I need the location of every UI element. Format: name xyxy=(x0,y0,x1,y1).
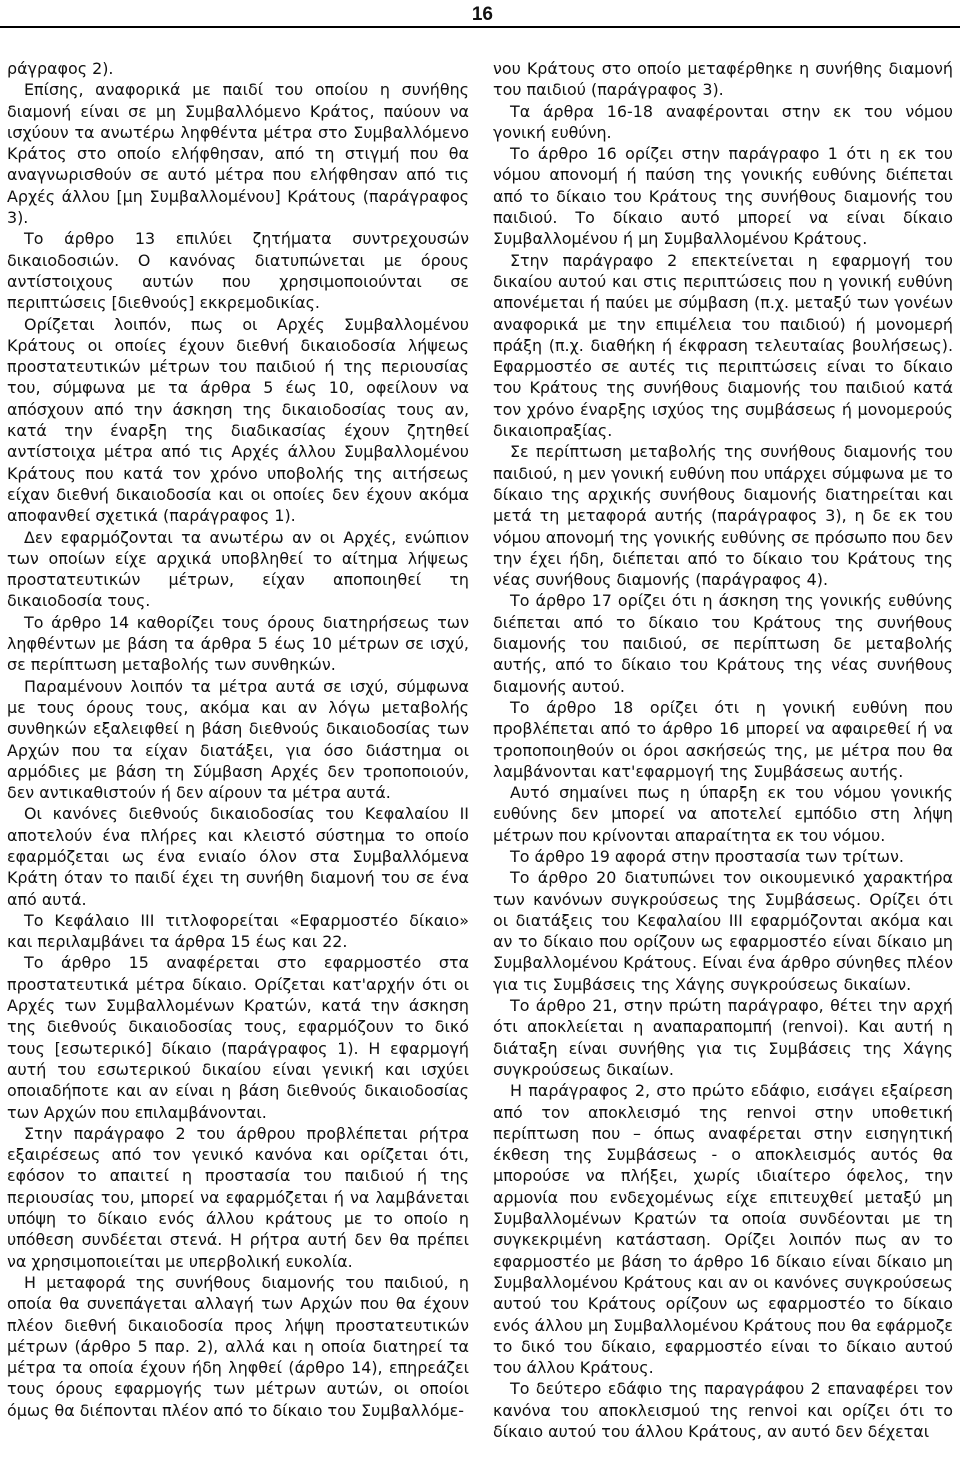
header-rule xyxy=(0,26,960,28)
paragraph: Το άρθρο 16 ορίζει στην παράγραφο 1 ότι η εκ του νόμου απονομή ή παύση της γονικής ευθύνης διέπεται από το δίκαιο του Κράτους της συνήθους διαμονής του παιδιού. Το δίκαιο αυτό μπορεί να είναι δίκαιο Συμβαλλομένου ή μη Συμβαλλομένου Κράτους. xyxy=(493,144,953,249)
paragraph: Σε περίπτωση μεταβολής της συνήθους διαμονής του παιδιού, η μεν γονική ευθύνη που υπάρχει σύμφωνα με το δίκαιο της αρχικής συνήθους διαμονής διατηρείται και μετά τη μεταφορά αυτής (παράγραφος 3), η δε εκ του νόμου απονομή της γονικής ευθύνης σε πρόσωπο που δεν την έχει ήδη, διέπεται από το δίκαιο του Κράτους της νέας συνήθους διαμονής (παράγραφος 4). xyxy=(493,442,953,590)
page-number: 16 xyxy=(471,4,493,25)
paragraph: Το άρθρο 14 καθορίζει τους όρους διατηρήσεως των ληφθέντων με βάση τα άρθρα 5 έως 10 μέτρων σε ισχύ, σε περίπτωση μεταβολής των συνθηκών. xyxy=(7,612,469,675)
paragraph: Οι κανόνες διεθνούς δικαιοδοσίας του Κεφαλαίου ΙΙ αποτελούν ένα πλήρες και κλειστό σύστημα το οποίο εφαρμόζεται ως ένα ενιαίο όλον στα Συμβαλλόμενα Κράτη όταν το παιδί έχει τη συνήθη διαμονή του σε ένα από αυτά. xyxy=(7,804,469,909)
paragraph: Η παράγραφος 2, στο πρώτο εδάφιο, εισάγει εξαίρεση από τον αποκλεισμό της renvoi στην υποθετική περίπτωση που – όπως αναφέρεται στην εισηγητική έκθεση της Συμβάσεως - ο αποκλεισμός αυτός θα μπορούσε να πλήξει, χωρίς ιδιαίτερο όφελος, την αρμονία που ενδεχομένως είχε επιτευχθεί μεταξύ μη Συμβαλλομένων Κρατών τα οποία συνδέονται με τη συγκεκριμένη κατάσταση. Ορίζει λοιπόν πως αν το εφαρμοστέο με βάση το άρθρο 16 δίκαιο είναι δίκαιο μη Συμβαλλομένου Κράτους και αν οι κανόνες συγκρούσεως αυτού του Κράτους ορίζουν ως εφαρμοστέο το δίκαιο ενός άλλου μη Συμβαλλομένου Κράτους που θα εφάρμοζε το δικό του δίκαιο, εφαρμοστέο είναι το δίκαιο αυτού του άλλου Κράτους. xyxy=(493,1081,953,1378)
paragraph: Δεν εφαρμόζονται τα ανωτέρω αν οι Αρχές, ενώπιον των οποίων είχε αρχικά υποβληθεί το αίτημα λήψεως προστατευτικών μέτρων, είχαν αποποιηθεί τη δικαιοδοσία τους. xyxy=(7,527,469,611)
right-column xyxy=(493,58,953,1442)
paragraph: Το άρθρο 17 ορίζει ότι η άσκηση της γονικής ευθύνης διέπεται από το δίκαιο του Κράτους της συνήθους διαμονής του παιδιού, σε περίπτωση δε μεταβολής αυτής, από το δίκαιο του Κράτους της νέας συνήθους διαμονής αυτού. xyxy=(493,591,953,696)
paragraph: ράγραφος 2). xyxy=(7,59,114,78)
paragraph: Το Κεφάλαιο ΙΙΙ τιτλοφορείται «Εφαρμοστέο δίκαιο» και περιλαμβάνει τα άρθρα 15 έως και 22. xyxy=(7,910,469,952)
paragraph: νου Κράτους στο οποίο μεταφέρθηκε η συνήθης διαμονή του παιδιού (παράγραφος 3). xyxy=(493,59,953,100)
paragraph: Το άρθρο 20 διατυπώνει τον οικουμενικό χαρακτήρα των κανόνων συγκρούσεως της Συμβάσεως. Ορίζει ότι οι διατάξεις του Κεφαλαίου ΙΙΙ εφαρμόζονται ακόμα και αν το δίκαιο που ορίζουν ως εφαρμοστέο είναι δίκαιο μη Συμβαλλομένου Κράτους. Είναι ένα άρθρο σύνηθες πλέον για τις Συμβάσεις της Χάγης συγκρούσεως δικαίων. xyxy=(493,868,953,994)
paragraph: Τα άρθρα 16-18 αναφέρονται στην εκ του νόμου γονική ευθύνη. xyxy=(493,101,953,142)
left-column xyxy=(7,58,469,1421)
paragraph: Το άρθρο 21, στην πρώτη παράγραφο, θέτει την αρχή ότι αποκλείεται η αναπαραπομπή (renvoi). Και αυτή η διάταξη είναι συνήθης για τις Συμβάσεις της Χάγης συγκρούσεως δικαίων. xyxy=(493,996,953,1079)
paragraph: Το άρθρο 15 αναφέρεται στο εφαρμοστέο στα προστατευτικά μέτρα δίκαιο. Ορίζεται κατ'αρχήν ότι οι Αρχές των Συμβαλλομένων Κρατών, κατά την άσκηση της διεθνούς δικαιοδοσίας τους, εφαρμόζουν το δικό τους [εσωτερικό] δίκαιο (παράγραφος 1). Η εφαρμογή αυτή του εσωτερικού δικαίου είναι γενική και ισχύει οποιαδήποτε και αν είναι η βάση διεθνούς δικαιοδοσίας των Αρχών που επιλαμβάνονται. xyxy=(7,953,469,1122)
paragraph: Το άρθρο 18 ορίζει ότι η γονική ευθύνη που προβλέπεται από το άρθρο 16 μπορεί να αφαιρεθεί ή να τροποποιηθούν οι όροι ασκήσεώς της, με μέτρα που θα λαμβάνονται κατ'εφαρμογή της Συμβάσεως αυτής. xyxy=(493,697,953,781)
paragraph: Παραμένουν λοιπόν τα μέτρα αυτά σε ισχύ, σύμφωνα με τους όρους τους, ακόμα και αν λόγω μεταβολής συνθηκών εξαλειφθεί η βάση διεθνούς δικαιοδοσίας των Αρχών που τα είχαν διατάξει, για όσο διάστημα οι αρμόδιες με βάση τη Σύμβαση Αρχές δεν τροποποιούν, δεν αντικαθιστούν ή δεν αίρουν τα μέτρα αυτά. xyxy=(7,676,469,803)
paragraph: Αυτό σημαίνει πως η ύπαρξη εκ του νόμου γονικής ευθύνης δεν μπορεί να αποτελεί εμπόδιο στη λήψη μέτρων που κρίνονται απαραίτητα εκ του νόμου. xyxy=(493,783,953,845)
paragraph: Επίσης, αναφορικά με παιδί του οποίου η συνήθης διαμονή είναι σε μη Συμβαλλόμενο Κράτος, παύουν να ισχύουν τα ανωτέρω ληφθέντα μέτρα στο Συμβαλλόμενο Κράτος στο οποίο ελήφθησαν, από τη στιγμή που θα αναγνωρισθούν σε αυτό μέτρα που ελήφθησαν από τις Αρχές άλλου [μη Συμβαλλομένου] Κράτους (παράγραφος 3). xyxy=(7,80,469,228)
paragraph: Στην παράγραφο 2 του άρθρου προβλέπεται ρήτρα εξαιρέσεως από τον γενικό κανόνα και ορίζεται ότι, εφόσον το απαιτεί η προστασία του παιδιού ή της περιουσίας του, μπορεί να εφαρμόζεται ή να λαμβάνεται υπόψη το δίκαιο ενός άλλου κράτους με το οποίο η υπόθεση συνδέεται στενά. Η ρήτρα αυτή δεν θα πρέπει να χρησιμοποιείται με υπερβολική ευκολία. xyxy=(7,1123,469,1271)
paragraph: Το άρθρο 13 επιλύει ζητήματα συντρεχουσών δικαιοδοσιών. Ο κανόνας διατυπώνεται με όρους αντίστοιχους αυτών που χρησιμοποιούνται σε περιπτώσεις [διεθνούς] εκκρεμοδικίας. xyxy=(7,229,469,313)
paragraph: Ορίζεται λοιπόν, πως οι Αρχές Συμβαλλομένου Κράτους οι οποίες έχουν διεθνή δικαιοδοσία λήψεως προστατευτικών μέτρων του παιδιού ή της περιουσίας του, σύμφωνα με τα άρθρα 5 έως 10, οφείλουν να απόσχουν από την άσκηση της δικαιοδοσίας τους αν, κατά την έναρξη της διαδικασίας έχουν ζητηθεί αντίστοιχα μέτρα από τις Αρχές άλλου Συμβαλλομένου Κράτους που κατά τον χρόνο υποβολής της αιτήσεως είχαν διεθνή δικαιοδοσία και οι οποίες δεν έχουν ακόμα αποφανθεί σχετικά (παράγραφος 1). xyxy=(7,314,469,526)
paragraph: Η μεταφορά της συνήθους διαμονής του παιδιού, η οποία θα συνεπάγεται αλλαγή των Αρχών που θα έχουν πλέον διεθνή δικαιοδοσία προς λήψη προστατευτικών μέτρων (άρθρο 5 παρ. 2), αλλά και η οποία διατηρεί τα μέτρα τα οποία έχουν ήδη ληφθεί (άρθρο 14), επηρεάζει τους όρους εφαρμογής των μέτρων αυτών, οι οποίοι όμως θα διέπονται πλέον από το δίκαιο του Συμβαλλόμε- xyxy=(7,1272,469,1420)
paragraph: Στην παράγραφο 2 επεκτείνεται η εφαρμογή του δικαίου αυτού και στις περιπτώσεις που η γονική ευθύνη απονέμεται ή παύει με σύμβαση (π.χ. μεταξύ των γονέων αναφορικά με την επιμέλεια του παιδιού) ή μονομερή πράξη (π.χ. διαθήκη ή έκφραση τελευταίας βουλήσεως). Εφαρμοστέο σε αυτές τις περιπτώσεις είναι το δίκαιο του Κράτους της συνήθους διαμονής του παιδιού κατά τον χρόνο έναρξης ισχύος της συμβάσεως ή μονομερούς δικαιοπραξίας. xyxy=(493,250,953,441)
paragraph: Το άρθρο 19 αφορά στην προστασία των τρίτων. xyxy=(510,846,904,866)
paragraph: Το δεύτερο εδάφιο της παραγράφου 2 επαναφέρει τον κανόνα του αποκλεισμού της renvoi και ορίζει ότι το δίκαιο αυτού του άλλου Κράτους, αν αυτό δεν δέχεται xyxy=(493,1379,953,1441)
